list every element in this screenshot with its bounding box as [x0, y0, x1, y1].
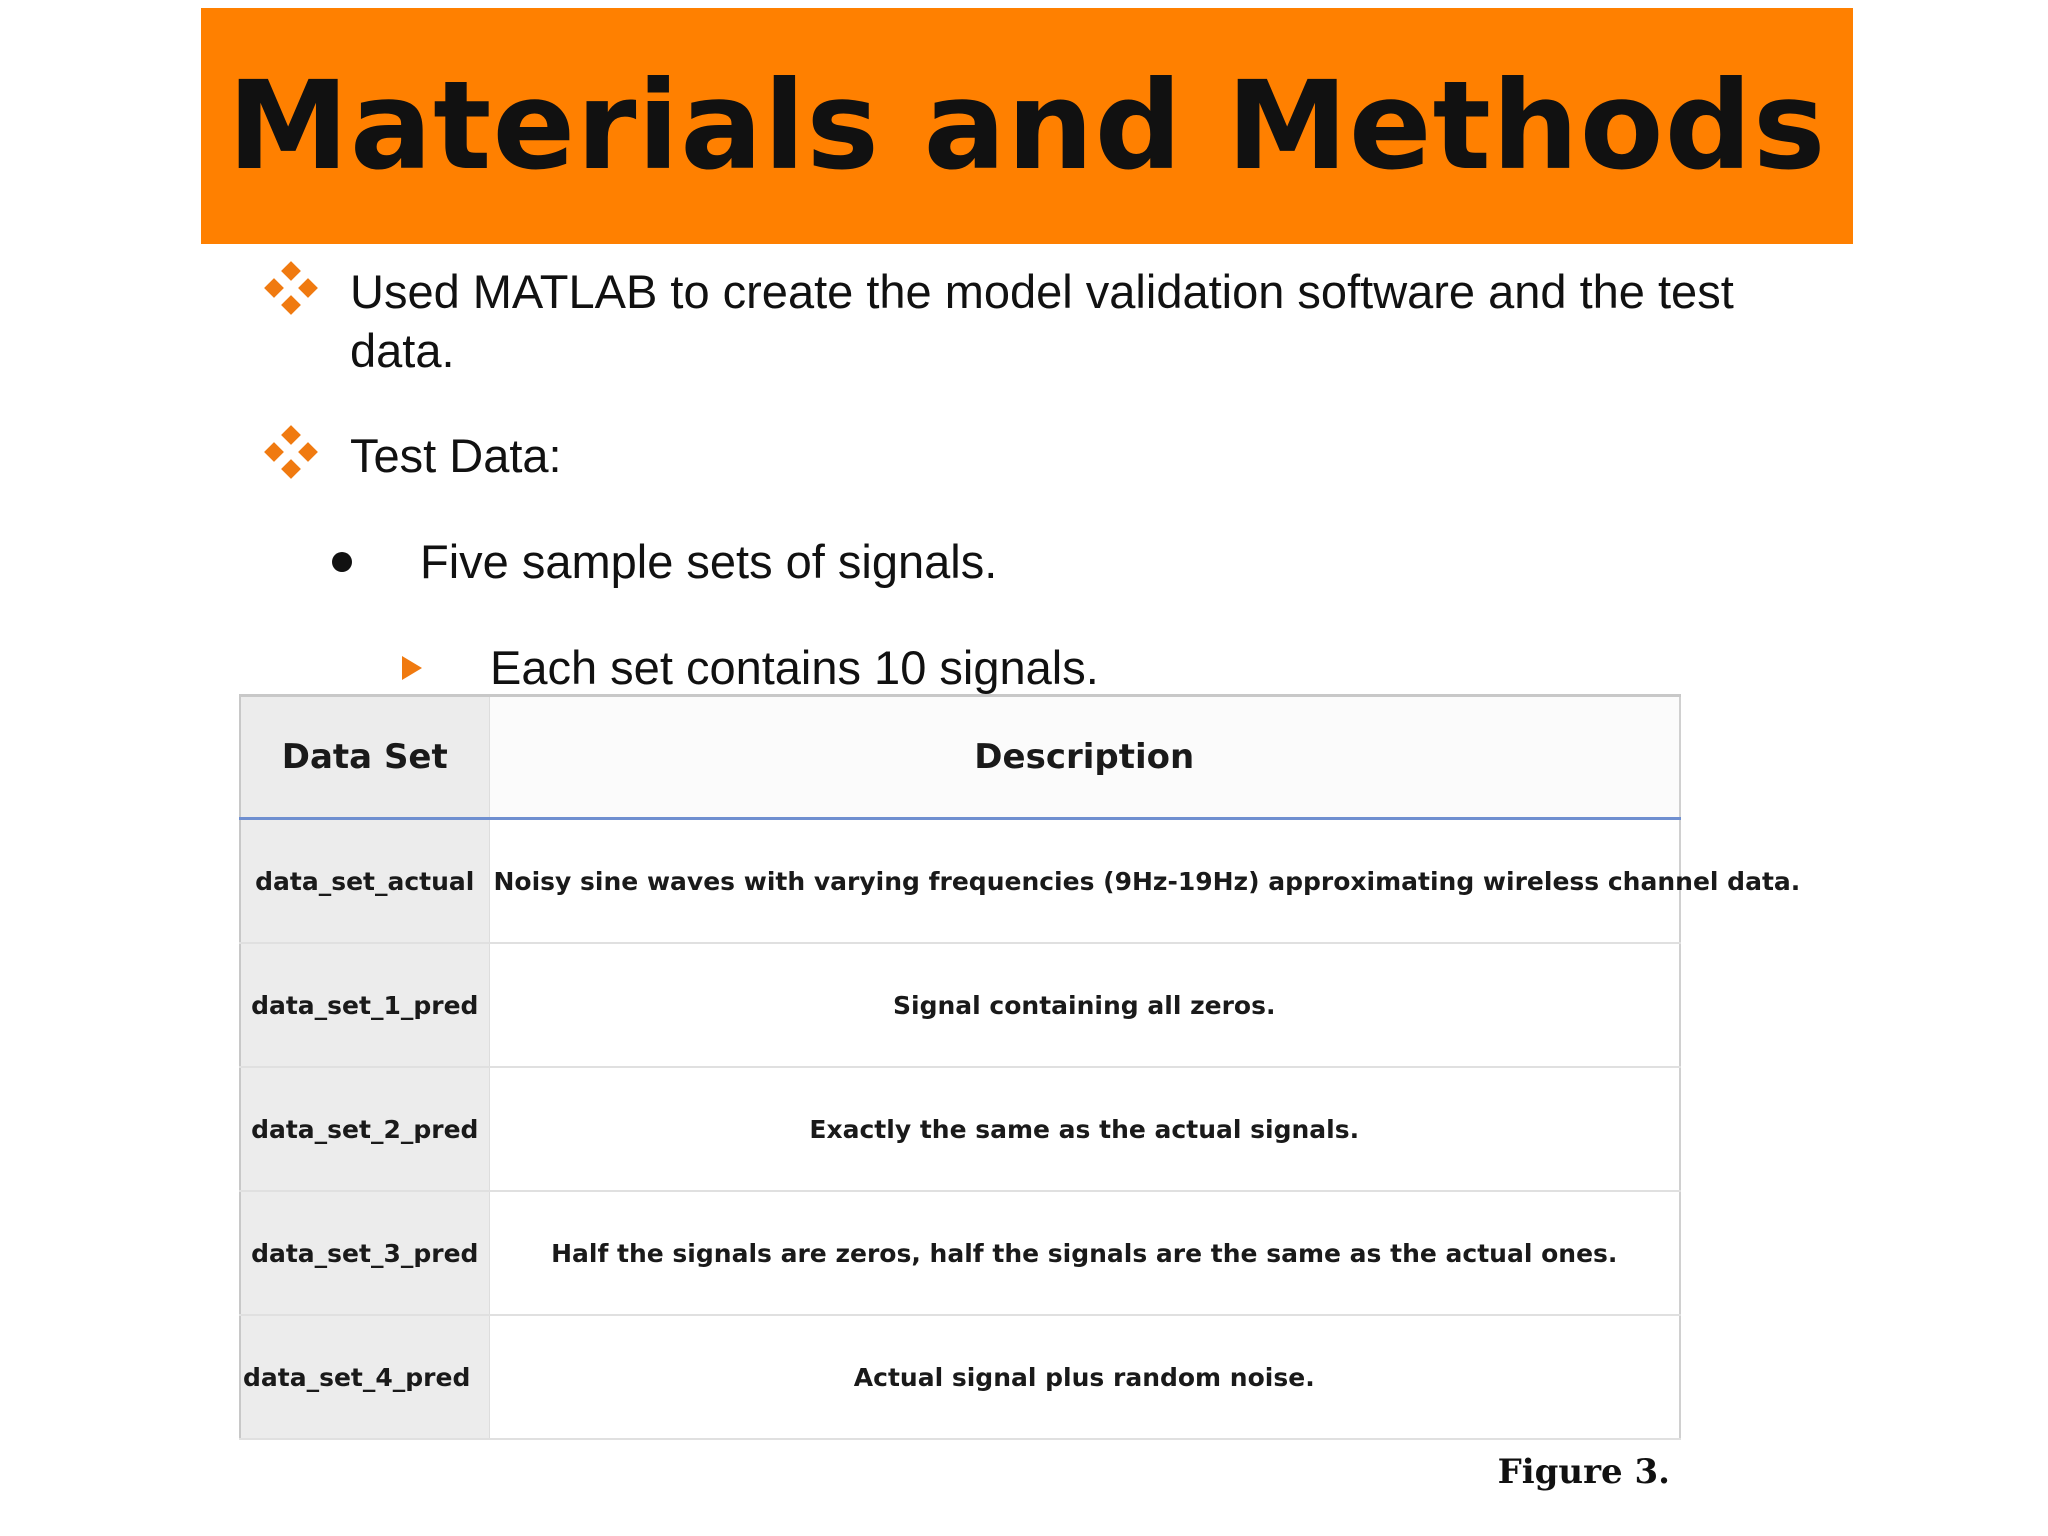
data-set-name-cell: data_set_2_pred [240, 1067, 489, 1191]
bullet-text: Five sample sets of signals. [420, 535, 998, 588]
sub-bullet-item-sample-sets [332, 532, 997, 591]
data-set-table [239, 694, 1801, 1440]
description-cell: Noisy sine waves with varying frequencies (9Hz-19Hz) approximating wireless channel data. [489, 819, 1680, 944]
data-set-name-cell: data_set_3_pred [240, 1191, 489, 1315]
description-cell: Signal containing all zeros. [489, 943, 1680, 1067]
diamond-cluster-icon [262, 426, 320, 484]
round-bullet-icon [332, 552, 352, 572]
table-row [240, 1191, 1680, 1315]
table-header-row [240, 696, 1680, 819]
slide-title: Materials and Methods [227, 55, 1827, 197]
bullet-text: Each set contains 10 signals. [490, 641, 1099, 694]
column-header-data-set: Data Set [240, 696, 489, 819]
sub-sub-bullet-item-set-contents [402, 638, 1099, 697]
table-row [240, 943, 1680, 1067]
table-row [240, 1067, 1680, 1191]
description-cell: Actual signal plus random noise. [489, 1315, 1680, 1439]
data-set-name-cell: data_set_1_pred [240, 943, 489, 1067]
description-cell: Exactly the same as the actual signals. [489, 1067, 1680, 1191]
data-set-name-cell: data_set_actual [240, 819, 489, 944]
title-banner [201, 8, 1853, 244]
column-header-description: Description [489, 696, 1680, 819]
data-set-name-cell: data_set_4_pred [240, 1315, 489, 1439]
bullet-text: Used MATLAB to create the model validation software and the test data. [350, 265, 1734, 377]
diamond-cluster-icon [262, 262, 320, 320]
bullet-item-test-data [262, 426, 562, 485]
bullet-item-matlab [262, 262, 1822, 380]
triangle-bullet-icon [402, 656, 422, 680]
description-cell: Half the signals are zeros, half the signals are the same as the actual ones. [489, 1191, 1680, 1315]
bullet-text: Test Data: [350, 429, 562, 482]
figure-caption: Figure 3. [1497, 1452, 1670, 1492]
table-row [240, 1315, 1680, 1439]
table-row [240, 819, 1680, 944]
